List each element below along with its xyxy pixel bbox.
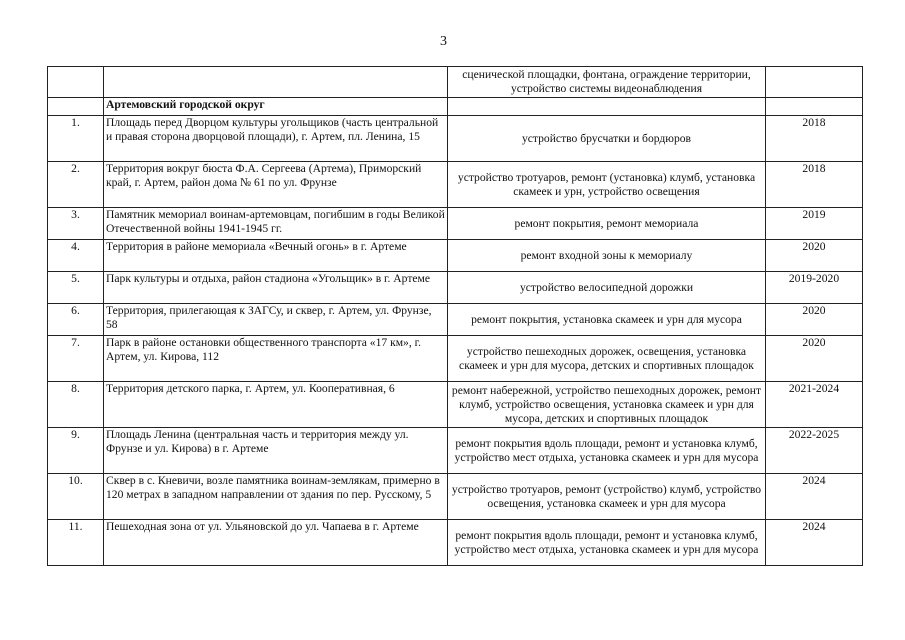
row-year: 2020 [766, 336, 863, 382]
row-works: ремонт покрытия, ремонт мемориала [448, 208, 766, 240]
row-works: устройство пешеходных дорожек, освещения, установка скамеек и урн для мусора, детских и спортивных площадок [448, 336, 766, 382]
row-number: 7. [48, 336, 104, 382]
table-row [48, 428, 863, 474]
continuation-num-cell [48, 67, 104, 98]
row-year: 2019 [766, 208, 863, 240]
table-row [48, 336, 863, 382]
row-year: 2018 [766, 162, 863, 208]
section-row [48, 98, 863, 116]
row-year: 2018 [766, 116, 863, 162]
row-number: 4. [48, 240, 104, 272]
table-row [48, 304, 863, 336]
section-year-cell [766, 98, 863, 116]
table-row [48, 116, 863, 162]
row-location: Площадь Ленина (центральная часть и территория между ул. Фрунзе и ул. Кирова) в г. Артеме [104, 428, 448, 474]
row-number: 10. [48, 474, 104, 520]
section-title: Артемовский городской округ [104, 98, 448, 116]
row-year: 2022-2025 [766, 428, 863, 474]
row-number: 9. [48, 428, 104, 474]
row-location: Территория детского парка, г. Артем, ул. Кооперативная, 6 [104, 382, 448, 428]
row-number: 5. [48, 272, 104, 304]
row-works: устройство тротуаров, ремонт (установка) клумб, установка скамеек и урн, устройство освещения [448, 162, 766, 208]
row-works: ремонт покрытия, установка скамеек и урн для мусора [448, 304, 766, 336]
table-row [48, 382, 863, 428]
row-year: 2019-2020 [766, 272, 863, 304]
continuation-name-cell [104, 67, 448, 98]
row-location: Парк культуры и отдыха, район стадиона «Угольщик» в г. Артеме [104, 272, 448, 304]
row-year: 2020 [766, 304, 863, 336]
row-works: ремонт входной зоны к мемориалу [448, 240, 766, 272]
row-year: 2024 [766, 474, 863, 520]
row-location: Сквер в с. Кневичи, возле памятника воинам-землякам, примерно в 120 метрах в западном направлении от здания по пер. Русскому, 5 [104, 474, 448, 520]
row-works: ремонт покрытия вдоль площади, ремонт и установка клумб, устройство мест отдыха, установка скамеек и урн для мусора [448, 520, 766, 566]
continuation-work-cell: сценической площадки, фонтана, ограждение территории, устройство системы видеонаблюдения [448, 67, 766, 98]
row-number: 2. [48, 162, 104, 208]
row-location: Территория в районе мемориала «Вечный огонь» в г. Артеме [104, 240, 448, 272]
row-works: ремонт набережной, устройство пешеходных дорожек, ремонт клумб, устройство освещения, установка скамеек и урн для мусора, детских и спортивных площадок [448, 382, 766, 428]
table-row [48, 240, 863, 272]
row-works: устройство брусчатки и бордюров [448, 116, 766, 162]
continuation-year-cell [766, 67, 863, 98]
row-location: Пешеходная зона от ул. Ульяновской до ул. Чапаева в г. Артеме [104, 520, 448, 566]
table-row [48, 162, 863, 208]
row-location: Площадь перед Дворцом культуры угольщиков (часть центральной и правая сторона дворцовой площади), г. Артем, пл. Ленина, 15 [104, 116, 448, 162]
row-number: 1. [48, 116, 104, 162]
section-num-cell [48, 98, 104, 116]
row-number: 6. [48, 304, 104, 336]
row-works: устройство велосипедной дорожки [448, 272, 766, 304]
row-works: устройство тротуаров, ремонт (устройство) клумб, устройство освещения, установка скамеек и урн для мусора [448, 474, 766, 520]
row-year: 2024 [766, 520, 863, 566]
table-row [48, 272, 863, 304]
table-row [48, 474, 863, 520]
row-location: Парк в районе остановки общественного транспорта «17 км», г. Артем, ул. Кирова, 112 [104, 336, 448, 382]
continuation-row [48, 67, 863, 98]
row-location: Памятник мемориал воинам-артемовцам, погибшим в годы Великой Отечественной войны 1941-1945 гг. [104, 208, 448, 240]
row-number: 11. [48, 520, 104, 566]
row-location: Территория, прилегающая к ЗАГСу, и сквер, г. Артем, ул. Фрунзе, 58 [104, 304, 448, 336]
row-number: 3. [48, 208, 104, 240]
row-year: 2021-2024 [766, 382, 863, 428]
section-work-cell [448, 98, 766, 116]
table-row [48, 520, 863, 566]
improvement-table [47, 66, 863, 566]
row-works: ремонт покрытия вдоль площади, ремонт и установка клумб, устройство мест отдыха, установка скамеек и урн для мусора [448, 428, 766, 474]
table-row [48, 208, 863, 240]
row-year: 2020 [766, 240, 863, 272]
row-location: Территория вокруг бюста Ф.А. Сергеева (Артема), Приморский край, г. Артем, район дома № 61 по ул. Фрунзе [104, 162, 448, 208]
row-number: 8. [48, 382, 104, 428]
page-number: 3 [440, 34, 447, 49]
